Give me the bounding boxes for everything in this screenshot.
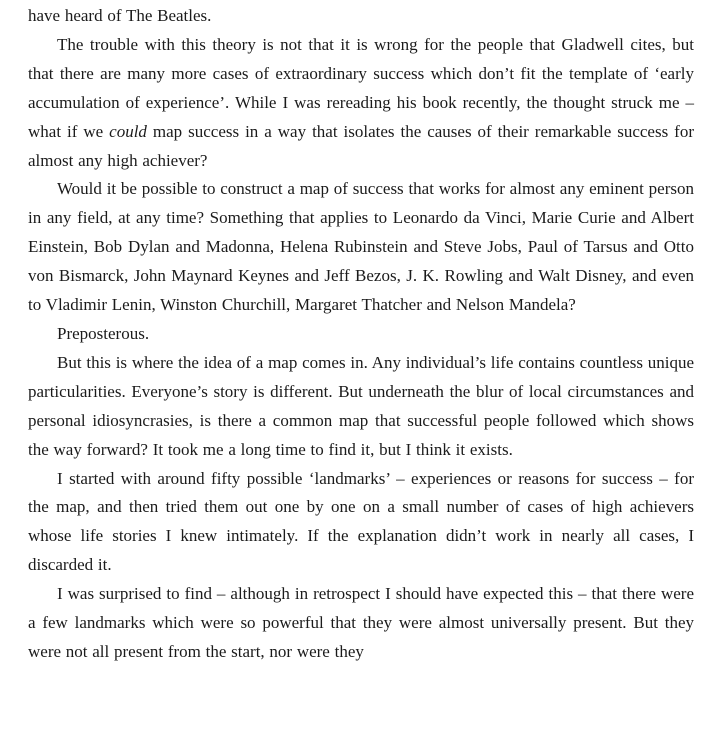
paragraph: [28, 320, 694, 349]
paragraph: [28, 580, 694, 667]
paragraph: [28, 2, 694, 31]
paragraph: [28, 175, 694, 320]
text-segment: Preposterous.: [57, 323, 150, 343]
text-segment: But this is where the idea of a map comes in. Any individual’s life contains countless unique particularities. Everyone’s story is different. But underneath the blur of local circumstances and personal idiosyncrasies, is there a common map that successful people followed which shows the way forward? It took me a long time to find it, but I think it exists.: [28, 352, 694, 459]
text-segment: I was surprised to find – although in retrospect I should have expected this – that there were a few landmarks which were so powerful that they were almost universally present. But they were not all present from the start, nor were they: [28, 584, 694, 661]
paragraph: [28, 465, 694, 581]
paragraph: [28, 349, 694, 465]
text-segment: Would it be possible to construct a map of success that works for almost any eminent person in any field, at any time? Something that applies to Leonardo da Vinci, Marie Curie and Albert Einstein, Bob Dylan and Madonna, Helena Rubinstein and Steve Jobs, Paul of Tarsus and Otto von Bismarck, John Maynard Keynes and Jeff Bezos, J. K. Rowling and Walt Disney, and even to Vladimir Lenin, Winston Churchill, Margaret Thatcher and Nelson Mandela?: [28, 179, 694, 315]
italic-text-segment: could: [109, 121, 147, 141]
text-segment: I started with around fifty possible ‘landmarks’ – experiences or reasons for success – for the map, and then tried them out one by one on a small number of cases of high achievers whose life stories I knew intimately. If the explanation didn’t work in nearly all cases, I discarded it.: [28, 468, 694, 575]
text-column: [28, 2, 694, 667]
text-segment: map success in a way that isolates the causes of their remarkable success for almost any high achiever?: [28, 121, 694, 170]
text-segment: have heard of The Beatles.: [28, 6, 212, 25]
paragraph: [28, 31, 694, 176]
text-segment: The trouble with this theory is not that it is wrong for the people that Gladwell cites, but that there are many more cases of extraordinary success which don’t fit the template of ‘early accumulation of experience’. While I was rereading his book recently, the thought struck me – what if we: [28, 34, 694, 141]
